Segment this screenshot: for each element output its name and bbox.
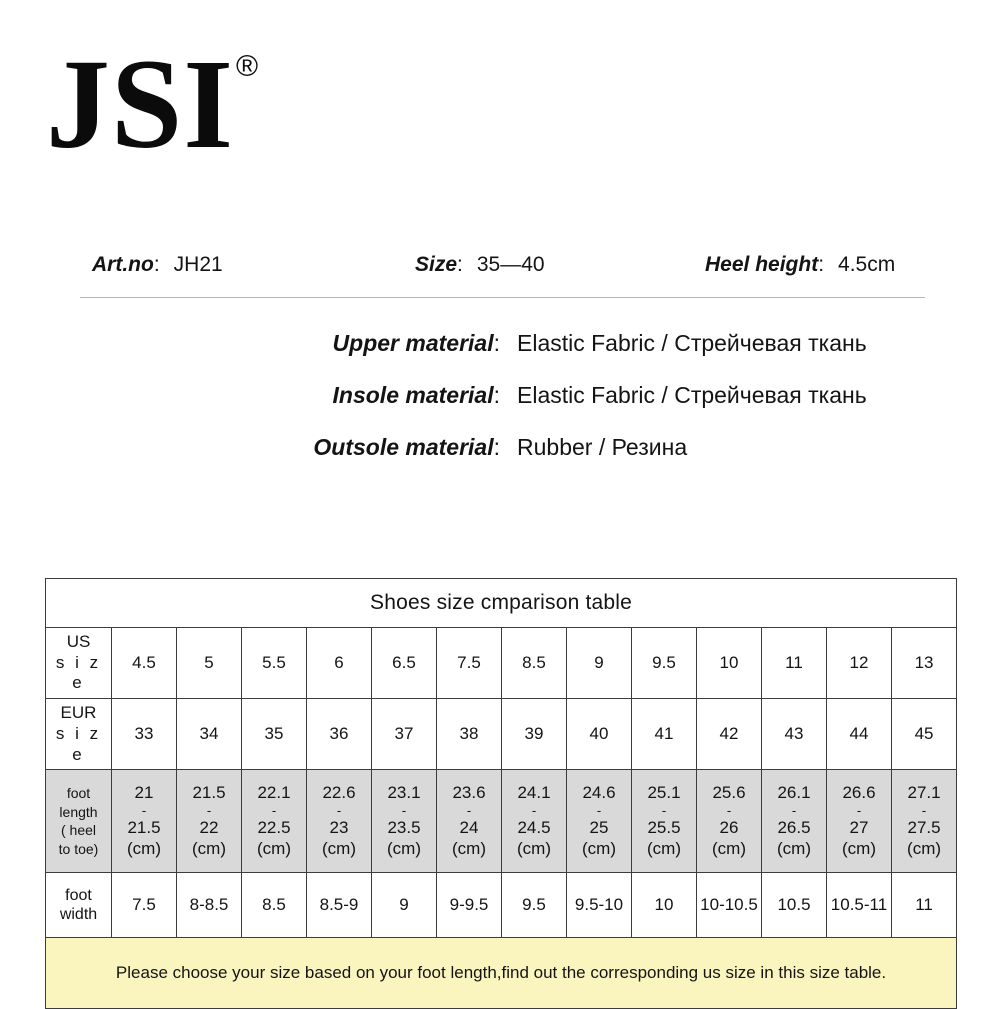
foot-length-dash: - <box>336 803 342 819</box>
cell-foot-width: 9 <box>372 873 437 938</box>
material-label-outsole-colon: : <box>493 434 500 460</box>
material-row-insole <box>0 382 1000 434</box>
cell-foot-width: 8.5-9 <box>307 873 372 938</box>
foot-length-from: 24.6 <box>582 783 616 803</box>
foot-length-unit: (cm) <box>647 838 681 858</box>
foot-length-unit: (cm) <box>907 838 942 858</box>
foot-length-to: 22.5 <box>257 817 291 837</box>
foot-length-unit: (cm) <box>517 838 551 858</box>
foot-length-to: 25 <box>589 817 609 837</box>
foot-length-from: 22.1 <box>257 783 291 803</box>
row-header-foot-width-line1: foot <box>65 886 92 904</box>
cell-foot-width: 9-9.5 <box>437 873 502 938</box>
foot-length-dash: - <box>921 803 927 819</box>
cell-us-size: 8.5 <box>502 628 567 699</box>
spec-article-number-label: Art.no <box>92 253 154 276</box>
table-row-note <box>46 938 957 1009</box>
foot-length-to: 27 <box>849 817 869 837</box>
cell-us-size: 12 <box>827 628 892 699</box>
table-row-foot-width <box>46 873 957 938</box>
spec-size <box>415 248 545 282</box>
spec-heel-height-colon: : <box>818 253 825 276</box>
cell-foot-length <box>632 770 697 873</box>
cell-foot-width: 9.5 <box>502 873 567 938</box>
cell-us-size: 6 <box>307 628 372 699</box>
foot-length-to: 25.5 <box>647 817 681 837</box>
cell-eur-size: 38 <box>437 699 502 770</box>
foot-length-from: 21 <box>134 783 154 803</box>
spec-size-value: 35—40 <box>476 253 545 276</box>
cell-foot-width: 10 <box>632 873 697 938</box>
cell-foot-length <box>762 770 827 873</box>
size-table-title: Shoes size cmparison table <box>46 579 957 628</box>
foot-length-dash: - <box>206 803 212 819</box>
foot-length-from: 23.6 <box>452 783 486 803</box>
foot-length-dash: - <box>271 803 277 819</box>
material-value-outsole: Rubber / Резина <box>517 434 688 460</box>
foot-length-unit: (cm) <box>777 838 811 858</box>
foot-length-unit: (cm) <box>127 838 161 858</box>
cell-eur-size: 41 <box>632 699 697 770</box>
foot-length-to: 23 <box>329 817 349 837</box>
row-header-foot-width-line2: width <box>59 906 98 924</box>
cell-foot-length <box>567 770 632 873</box>
row-header-us-size <box>46 628 112 699</box>
foot-length-to: 21.5 <box>127 817 161 837</box>
material-row-outsole <box>0 434 1000 486</box>
row-header-us-line1: US <box>66 632 91 651</box>
cell-us-size: 6.5 <box>372 628 437 699</box>
foot-length-from: 22.6 <box>322 783 356 803</box>
cell-foot-length <box>112 770 177 873</box>
spec-heel-height <box>705 248 895 282</box>
cell-us-size: 9.5 <box>632 628 697 699</box>
cell-eur-size: 43 <box>762 699 827 770</box>
cell-foot-length <box>177 770 242 873</box>
spec-article-number-value: JH21 <box>173 253 223 276</box>
cell-foot-width: 7.5 <box>112 873 177 938</box>
cell-foot-width: 10.5 <box>762 873 827 938</box>
foot-length-to: 26.5 <box>777 817 811 837</box>
foot-length-unit: (cm) <box>582 838 616 858</box>
table-title-row <box>46 579 957 628</box>
cell-us-size: 11 <box>762 628 827 699</box>
row-header-eur-line1: EUR <box>60 703 97 723</box>
material-value-upper: Elastic Fabric / Стрейчевая ткань <box>517 330 867 356</box>
table-row-foot-length <box>46 770 957 873</box>
material-label-insole-colon: : <box>493 382 500 408</box>
cell-foot-length <box>892 770 957 873</box>
size-table-note: Please choose your size based on your foot length,find out the corresponding us size in this size table. <box>46 938 957 1009</box>
material-label-upper <box>0 330 500 357</box>
cell-us-size: 10 <box>697 628 762 699</box>
foot-length-to: 22 <box>199 817 219 837</box>
material-label-insole <box>0 382 500 409</box>
cell-us-size: 13 <box>892 628 957 699</box>
size-comparison-table <box>45 578 957 1009</box>
cell-us-size: 7.5 <box>437 628 502 699</box>
spec-size-colon: : <box>457 253 463 276</box>
spec-size-label: Size <box>415 253 458 276</box>
foot-length-dash: - <box>466 803 472 819</box>
foot-length-unit: (cm) <box>712 838 746 858</box>
cell-eur-size: 37 <box>372 699 437 770</box>
cell-foot-length <box>307 770 372 873</box>
foot-length-unit: (cm) <box>257 838 291 858</box>
foot-length-from: 27.1 <box>907 783 941 803</box>
foot-length-from: 25.6 <box>712 783 746 803</box>
cell-eur-size: 40 <box>567 699 632 770</box>
foot-length-unit: (cm) <box>452 838 486 858</box>
row-header-us-line2: s i z e <box>55 652 102 693</box>
row-header-eur-size <box>46 699 112 770</box>
cell-us-size: 5.5 <box>242 628 307 699</box>
material-row-upper <box>0 330 1000 382</box>
table-row-eur-size <box>46 699 957 770</box>
material-label-insole-text: Insole material <box>332 382 494 408</box>
foot-length-from: 21.5 <box>192 783 226 803</box>
cell-eur-size: 34 <box>177 699 242 770</box>
cell-foot-width: 11 <box>892 873 957 938</box>
cell-eur-size: 39 <box>502 699 567 770</box>
row-header-foot-length <box>46 770 112 873</box>
brand-logo <box>46 33 259 175</box>
foot-length-dash: - <box>726 803 732 819</box>
brand-name: JSI <box>46 33 234 175</box>
table-row-us-size <box>46 628 957 699</box>
foot-length-dash: - <box>791 803 797 819</box>
material-label-upper-text: Upper material <box>332 330 494 356</box>
foot-length-dash: - <box>141 803 147 819</box>
cell-eur-size: 35 <box>242 699 307 770</box>
materials-list <box>0 330 1000 486</box>
foot-length-dash: - <box>856 803 862 819</box>
registered-trademark-icon: ® <box>236 50 259 83</box>
foot-length-dash: - <box>661 803 667 819</box>
row-header-foot-length-line2: length <box>59 803 98 820</box>
cell-foot-width: 8.5 <box>242 873 307 938</box>
foot-length-unit: (cm) <box>192 838 226 858</box>
foot-length-from: 26.6 <box>842 783 876 803</box>
foot-length-to: 27.5 <box>907 817 941 837</box>
foot-length-to: 23.5 <box>387 817 421 837</box>
foot-length-dash: - <box>596 803 602 819</box>
foot-length-from: 26.1 <box>777 783 811 803</box>
foot-length-unit: (cm) <box>322 838 356 858</box>
row-header-foot-length-line1: foot <box>66 784 91 801</box>
row-header-eur-line2: s i z e <box>55 723 102 764</box>
cell-foot-length <box>827 770 892 873</box>
cell-us-size: 5 <box>177 628 242 699</box>
row-header-foot-length-line4: to toe) <box>58 841 99 858</box>
foot-length-to: 24 <box>459 817 479 837</box>
foot-length-from: 23.1 <box>387 783 421 803</box>
cell-us-size: 4.5 <box>112 628 177 699</box>
cell-foot-length <box>372 770 437 873</box>
cell-eur-size: 36 <box>307 699 372 770</box>
cell-foot-length <box>437 770 502 873</box>
spec-article-number <box>92 248 223 282</box>
cell-foot-width: 10.5-11 <box>827 873 892 938</box>
cell-foot-length <box>502 770 567 873</box>
cell-foot-width: 9.5-10 <box>567 873 632 938</box>
cell-us-size: 9 <box>567 628 632 699</box>
foot-length-from: 25.1 <box>647 783 681 803</box>
foot-length-from: 24.1 <box>517 783 551 803</box>
size-chart <box>45 578 955 1009</box>
header-divider <box>80 297 925 298</box>
cell-eur-size: 44 <box>827 699 892 770</box>
spec-article-number-colon: : <box>153 253 160 276</box>
row-header-foot-length-line3: ( heel <box>60 822 97 839</box>
cell-foot-length <box>697 770 762 873</box>
cell-foot-length <box>242 770 307 873</box>
spec-heel-height-value: 4.5cm <box>838 253 896 276</box>
cell-eur-size: 33 <box>112 699 177 770</box>
material-value-insole: Elastic Fabric / Стрейчевая ткань <box>517 382 867 408</box>
product-spec-row <box>0 248 1000 282</box>
material-label-upper-colon: : <box>493 330 500 356</box>
foot-length-to: 26 <box>719 817 739 837</box>
foot-length-to: 24.5 <box>517 817 551 837</box>
material-label-outsole-text: Outsole material <box>313 434 494 460</box>
foot-length-unit: (cm) <box>387 838 421 858</box>
foot-length-dash: - <box>401 803 407 819</box>
foot-length-unit: (cm) <box>842 838 876 858</box>
cell-foot-width: 10-10.5 <box>697 873 762 938</box>
material-label-outsole <box>0 434 500 461</box>
foot-length-dash: - <box>531 803 537 819</box>
spec-heel-height-label: Heel height <box>705 253 819 276</box>
cell-foot-width: 8-8.5 <box>177 873 242 938</box>
cell-eur-size: 42 <box>697 699 762 770</box>
row-header-foot-width <box>46 873 112 938</box>
cell-eur-size: 45 <box>892 699 957 770</box>
